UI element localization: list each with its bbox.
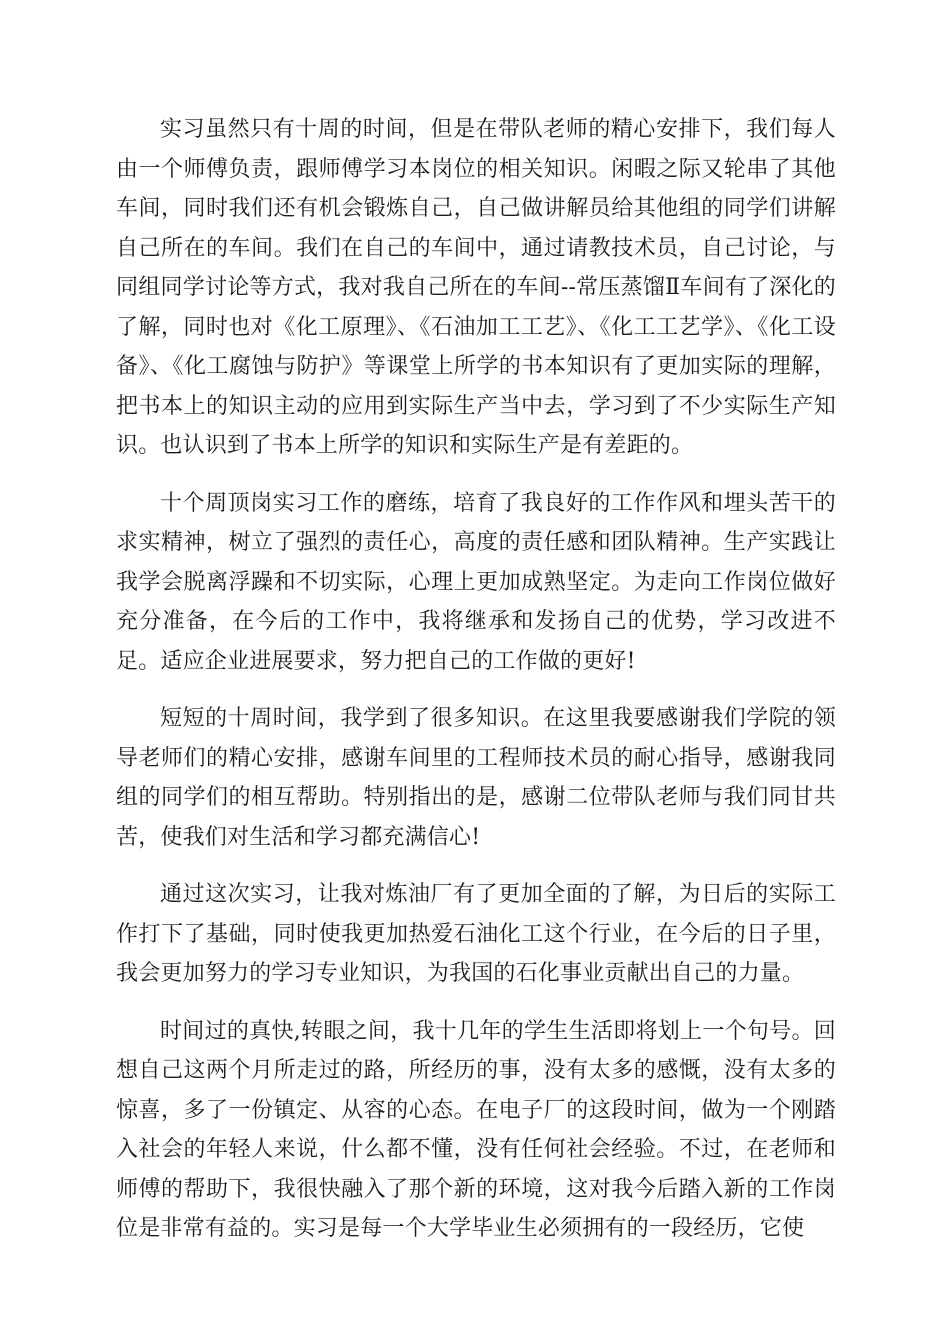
paragraph-2: 十个周顶岗实习工作的磨练，培育了我良好的工作作风和埋头苦干的求实精神，树立了强烈的责任心，高度的责任感和团队精神。生产实践让我学会脱离浮躁和不切实际，心理上更加成熟坚定。为走向工作岗位做好充分准备，在今后的工作中，我将继承和发扬自己的优势，学习改进不足。适应企业进展要求，努力把自己的工作做的更好! bbox=[116, 490, 836, 674]
paragraph-4: 通过这次实习，让我对炼油厂有了更加全面的了解，为日后的实际工作打下了基础，同时使我更加热爱石油化工这个行业，在今后的日子里，我会更加努力的学习专业知识，为我国的石化事业贡献出自己的力量。 bbox=[116, 882, 836, 986]
paragraph-1: 实习虽然只有十周的时间，但是在带队老师的精心安排下，我们每人由一个师傅负责，跟师傅学习本岗位的相关知识。闲暇之际又轮串了其他车间，同时我们还有机会锻炼自己，自己做讲解员给其他组的同学们讲解自己所在的车间。我们在自己的车间中，通过请教技术员，自己讨论，与同组同学讨论等方式，我对我自己所在的车间--常压蒸馏Ⅱ车间有了深化的了解，同时也对《化工原理》、《石油加工工艺》、《化工工艺学》、《化工设备》、《化工腐蚀与防护》等课堂上所学的书本知识有了更加实际的理解，把书本上的知识主动的应用到实际生产当中去，学习到了不少实际生产知识。也认识到了书本上所学的知识和实际生产是有差距的。 bbox=[116, 117, 836, 458]
document-page bbox=[116, 110, 836, 1267]
paragraph-3: 短短的十周时间，我学到了很多知识。在这里我要感谢我们学院的领导老师们的精心安排，感谢车间里的工程师技术员的耐心指导，感谢我同组的同学们的相互帮助。特别指出的是，感谢二位带队老师与我们同甘共苦，使我们对生活和学习都充满信心! bbox=[116, 706, 836, 850]
paragraph-5: 时间过的真快,转眼之间，我十几年的学生生活即将划上一个句号。回想自己这两个月所走过的路，所经历的事，没有太多的感慨，没有太多的惊喜，多了一份镇定、从容的心态。在电子厂的这段时间，做为一个刚踏入社会的年轻人来说，什么都不懂，没有任何社会经验。不过，在老师和师傅的帮助下，我很快融入了那个新的环境，这对我今后踏入新的工作岗位是非常有益的。实习是每一个大学毕业生必须拥有的一段经历，它使 bbox=[116, 1018, 836, 1241]
